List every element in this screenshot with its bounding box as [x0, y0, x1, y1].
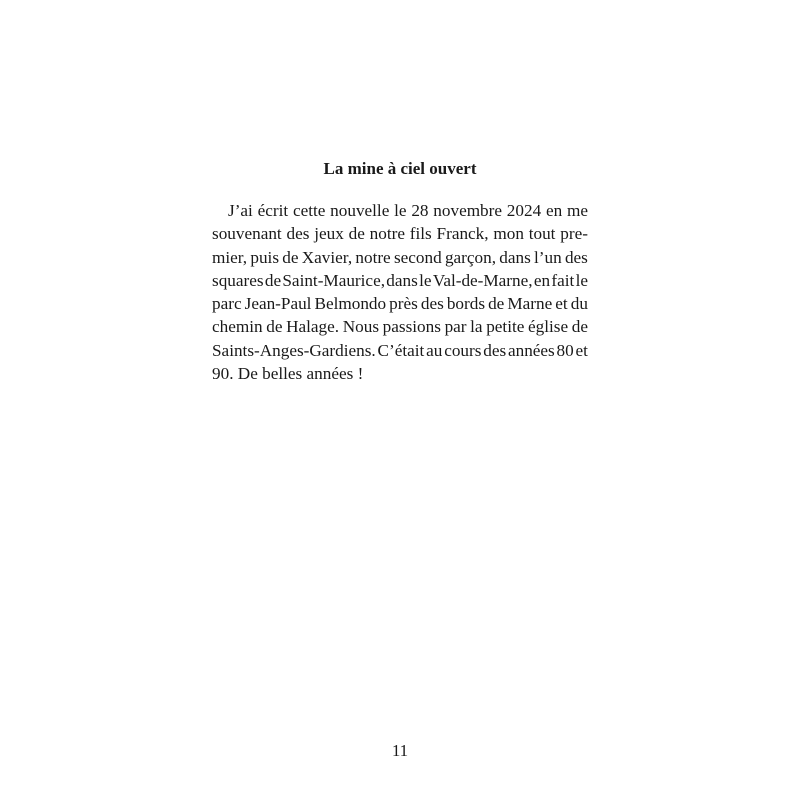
word: le — [419, 270, 432, 290]
word: Marne — [507, 294, 553, 314]
word: mon — [493, 224, 524, 244]
word: Halage. — [286, 317, 340, 337]
word: et — [555, 294, 568, 314]
word: second — [393, 247, 442, 267]
word: dans — [499, 247, 531, 267]
word: église — [528, 317, 569, 337]
word: fait — [551, 270, 575, 290]
word: et — [575, 340, 588, 360]
word: Belmondo — [314, 294, 387, 314]
paragraph-line — [212, 269, 588, 292]
word: souvenant — [212, 224, 282, 244]
word: de — [264, 270, 282, 290]
word: mier, — [212, 247, 248, 267]
word: chemin — [212, 317, 263, 337]
word: 2024 — [506, 201, 542, 220]
word: la — [470, 317, 483, 337]
paragraph-line — [212, 222, 588, 245]
word: Xavier, — [301, 247, 353, 267]
paragraph-line — [212, 246, 588, 269]
word: de — [348, 224, 365, 244]
word: 28 — [411, 201, 429, 220]
word: Nous — [342, 317, 380, 337]
word: cours — [444, 340, 482, 360]
word: garçon, — [444, 247, 496, 267]
word: des — [420, 294, 444, 314]
word: dans — [386, 270, 418, 290]
word: des — [483, 340, 507, 360]
word: passions — [382, 317, 441, 337]
word: bords — [446, 294, 486, 314]
page-number: 11 — [391, 741, 409, 760]
word: des — [564, 247, 588, 267]
word: des — [286, 224, 310, 244]
word: Franck, — [436, 224, 489, 244]
word: notre — [355, 247, 391, 267]
word: au — [426, 340, 443, 360]
word: de — [282, 247, 299, 267]
word: fils — [409, 224, 432, 244]
word: notre — [369, 224, 405, 244]
word: de — [488, 294, 505, 314]
chapter-title: La mine à ciel ouvert — [323, 159, 477, 178]
word: le — [575, 270, 588, 290]
word: petite — [486, 317, 525, 337]
word: pre- — [560, 224, 588, 244]
paragraph-line — [212, 199, 588, 222]
word: cette — [292, 201, 326, 220]
word: me — [566, 201, 588, 220]
word: en — [545, 201, 563, 220]
word: Saints-Anges-Gardiens. — [212, 340, 376, 360]
word: nouvelle — [330, 201, 390, 220]
word: de — [266, 317, 283, 337]
word: parc — [212, 294, 242, 314]
paragraph — [212, 199, 588, 385]
word: 80 — [556, 340, 574, 360]
word: l’un — [534, 247, 562, 267]
word: Val-de-Marne, — [432, 270, 533, 290]
word: par — [444, 317, 467, 337]
paragraph-line — [212, 315, 588, 338]
word: puis — [250, 247, 280, 267]
paragraph-line — [212, 362, 588, 385]
paragraph-line — [212, 339, 588, 362]
word: tout — [528, 224, 556, 244]
word: 90. De belles années ! — [212, 364, 364, 384]
word: jeux — [314, 224, 344, 244]
word: squares — [212, 270, 264, 290]
word: le — [394, 201, 407, 220]
word: C’était — [377, 340, 425, 360]
word: Saint-Maurice, — [282, 270, 385, 290]
word: du — [570, 294, 588, 314]
word: années — [507, 340, 555, 360]
word: de — [571, 317, 588, 337]
word: J’ai — [228, 201, 253, 220]
word: Jean-Paul — [244, 294, 312, 314]
word: près — [389, 294, 418, 314]
word: novembre — [433, 201, 503, 220]
paragraph-line — [212, 292, 588, 315]
word: écrit — [257, 201, 289, 220]
word: en — [533, 270, 551, 290]
